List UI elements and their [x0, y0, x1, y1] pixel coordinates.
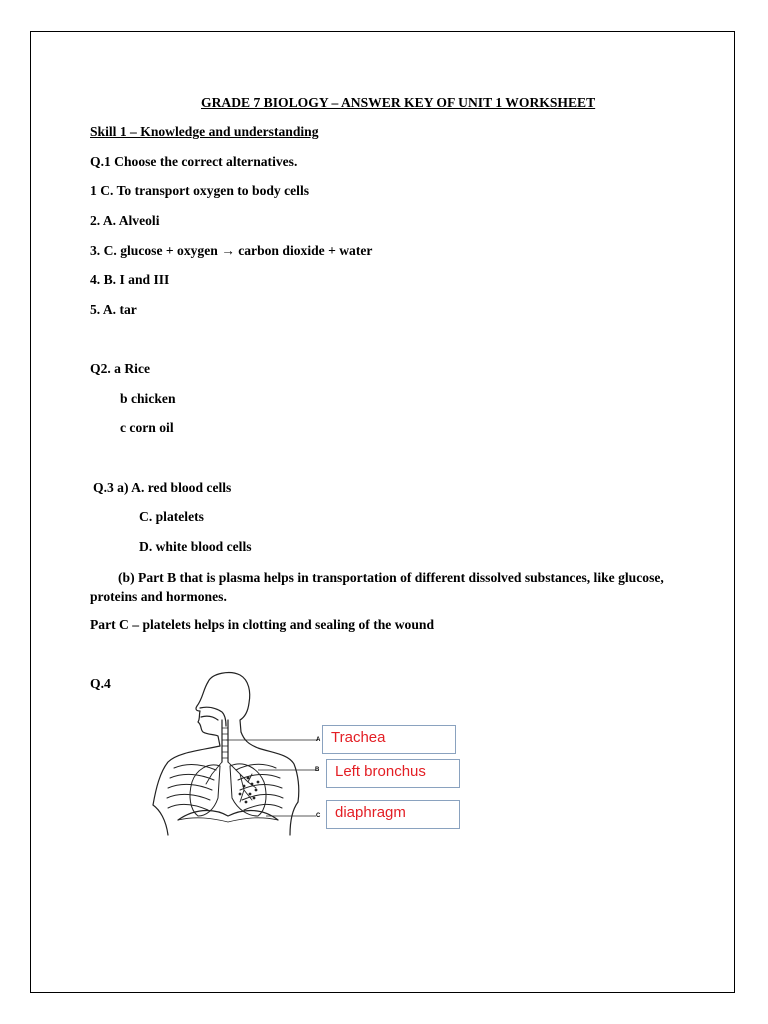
q1-answer-3: 3. C. glucose + oxygen → carbon dioxide + water — [90, 243, 373, 258]
skill-heading: Skill 1 – Knowledge and understanding — [90, 124, 319, 139]
q3-answer-d: D. white blood cells — [139, 539, 252, 554]
q4-label: Q.4 — [90, 676, 111, 691]
page-title: GRADE 7 BIOLOGY – ANSWER KEY OF UNIT 1 WORKSHEET — [201, 95, 596, 110]
q1-answer-2: 2. A. Alveoli — [90, 213, 160, 228]
q2-answer-b: b chicken — [120, 391, 176, 406]
label-box-left-bronchus: Left bronchus — [326, 759, 460, 788]
diagram-letter-a: A — [316, 737, 321, 743]
q3-part-b: (b) Part B that is plasma helps in transportation of different dissolved substances, like glucose, proteins and hormones. — [90, 570, 664, 604]
diagram-letter-b: B — [315, 767, 320, 773]
label-box-diaphragm: diaphragm — [326, 800, 460, 829]
q2-answer-c: c corn oil — [120, 420, 174, 435]
q3-answer-a: Q.3 a) A. red blood cells — [93, 480, 232, 495]
respiratory-system-diagram — [148, 670, 338, 845]
page-border — [30, 31, 735, 993]
diagram-letter-c: C — [316, 813, 321, 819]
q1-answer-5: 5. A. tar — [90, 302, 137, 317]
q2-answer-a: Q2. a Rice — [90, 361, 151, 376]
q3-answer-c: C. platelets — [139, 509, 204, 524]
q1-prompt: Q.1 Choose the correct alternatives. — [90, 154, 298, 169]
q3-part-c: Part C – platelets helps in clotting and sealing of the wound — [90, 617, 435, 632]
label-box-trachea: Trachea — [322, 725, 456, 754]
q1-answer-1: 1 C. To transport oxygen to body cells — [90, 183, 310, 198]
q1-answer-4: 4. B. I and III — [90, 272, 170, 287]
